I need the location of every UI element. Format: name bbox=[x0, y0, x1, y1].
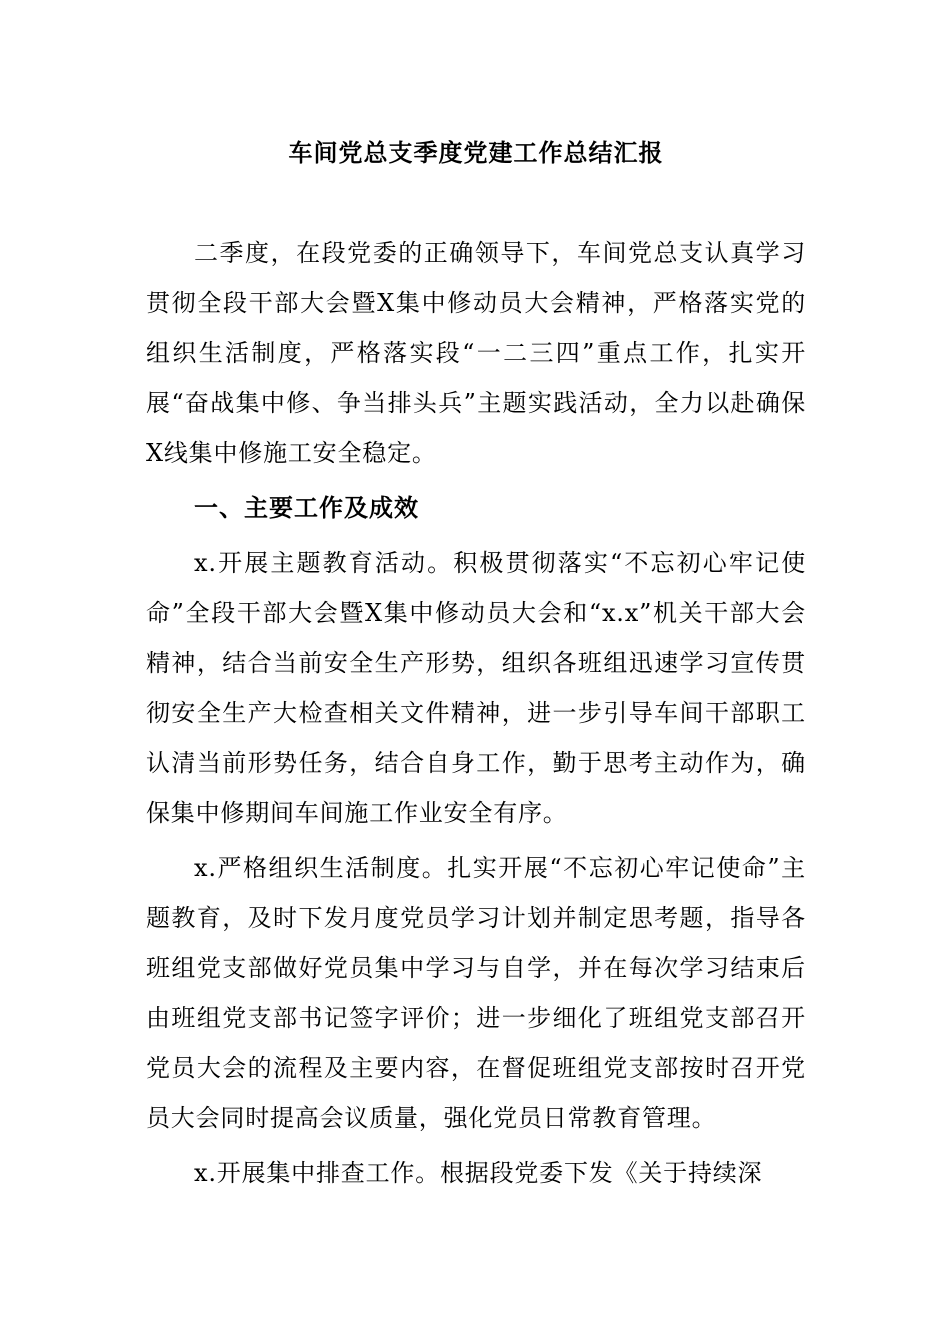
intro-paragraph: 二季度，在段党委的正确领导下，车间党总支认真学习贯彻全段干部大会暨X集中修动员大会精神，严格落实党的组织生活制度，严格落实段“一二三四”重点工作，扎实开展“奋战集中修、争当排头兵”主题实践活动，全力以赴确保X线集中修施工安全稳定。 bbox=[146, 239, 806, 467]
section-heading: 一、主要工作及成效 bbox=[194, 494, 419, 522]
document-body bbox=[146, 228, 806, 1203]
section-item-paragraph: x.开展集中排查工作。根据段党委下发《关于持续深 bbox=[194, 1159, 763, 1187]
section-item-paragraph: x.严格组织生活制度。扎实开展“不忘初心牢记使命”主题教育，及时下发月度党员学习计划并制定思考题，指导各班组党支部做好党员集中学习与自学，并在每次学习结束后由班组党支部书记签字评价；进一步细化了班组党支部召开党员大会的流程及主要内容，在督促班组党支部按时召开党员大会同时提高会议质量，强化党员日常教育管理。 bbox=[146, 854, 806, 1132]
document-title: 车间党总支季度党建工作总结汇报 bbox=[288, 139, 664, 167]
section-item-paragraph: x.开展主题教育活动。积极贯彻落实“不忘初心牢记使命”全段干部大会暨X集中修动员大会和“x.x”机关干部大会精神，结合当前安全生产形势，组织各班组迅速学习宣传贯彻安全生产大检查相关文件精神，进一步引导车间干部职工认清当前形势任务，结合自身工作，勤于思考主动作为，确保集中修期间车间施工作业安全有序。 bbox=[146, 549, 806, 827]
